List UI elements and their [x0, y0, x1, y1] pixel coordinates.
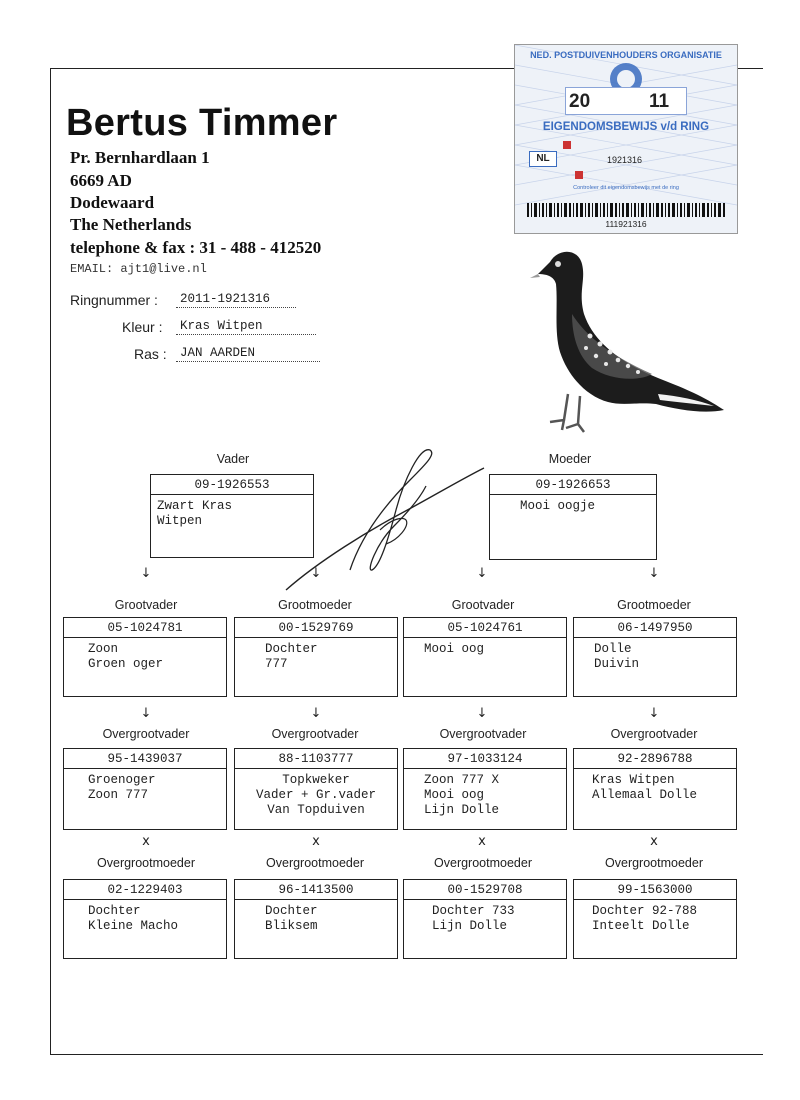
ring-number: 00-1529708 — [404, 880, 566, 900]
ring-card-year-right: 11 — [649, 91, 670, 112]
barcode — [527, 203, 725, 217]
description: Mooi oog — [424, 642, 485, 656]
great-grandmother-label-3: Overgrootmoeder — [434, 856, 532, 870]
pedigree-box-great-grandmother-2 — [234, 879, 398, 959]
great-grandfather-label-3: Overgrootvader — [439, 727, 527, 741]
cross-icon: x — [478, 834, 486, 849]
arrow-down-icon: ↓ — [648, 566, 660, 581]
arrow-down-icon: ↓ — [310, 566, 322, 581]
pedigree-box-great-grandfather-2 — [234, 748, 398, 830]
description: Dochter 92-788 Inteelt Dolle — [592, 904, 698, 933]
ring-number: 09-1926553 — [151, 475, 313, 495]
ring-number: 09-1926653 — [490, 475, 656, 495]
cross-icon: x — [650, 834, 658, 849]
pedigree-box-vader — [150, 474, 314, 558]
field-value-kleur: Kras Witpen — [176, 319, 316, 335]
pedigree-box-great-grandmother-4 — [573, 879, 737, 959]
ring-number: 06-1497950 — [574, 618, 736, 638]
description: Zoon 777 X Mooi oog Lijn Dolle — [424, 773, 500, 817]
grandparent-label-1: Grootvader — [114, 598, 178, 612]
cross-icon: x — [142, 834, 150, 849]
pedigree-box-moeder — [489, 474, 657, 560]
owner-name: Bertus Timmer — [66, 102, 338, 144]
ring-number: 05-1024761 — [404, 618, 566, 638]
arrow-down-icon: ↓ — [476, 706, 488, 721]
arrow-down-icon: ↓ — [310, 706, 322, 721]
ring-number: 97-1033124 — [404, 749, 566, 769]
pedigree-box-great-grandmother-1 — [63, 879, 227, 959]
ring-card-country: NL — [529, 151, 557, 167]
great-grandfather-label-2: Overgrootvader — [271, 727, 359, 741]
owner-street: Pr. Bernhardlaan 1 — [70, 148, 210, 167]
owner-phone: telephone & fax : 31 - 488 - 412520 — [70, 238, 322, 257]
grandparent-label-3: Grootvader — [451, 598, 515, 612]
description: Dochter 777 — [265, 642, 318, 671]
arrow-down-icon: ↓ — [140, 706, 152, 721]
cross-icon: x — [312, 834, 320, 849]
arrow-down-icon: ↓ — [648, 706, 660, 721]
ring-card-small-print: Controleer dit eigendomsbewijs met de ring — [573, 185, 679, 191]
pedigree-box-grandparent-3 — [403, 617, 567, 697]
great-grandfather-label-1: Overgrootvader — [102, 727, 190, 741]
ring-number: 02-1229403 — [64, 880, 226, 900]
great-grandmother-label-2: Overgrootmoeder — [266, 856, 364, 870]
description: Dolle Duivin — [594, 642, 640, 671]
pigeon-image — [528, 244, 728, 444]
description: Dochter Bliksem — [265, 904, 318, 933]
ring-card-year-left: 20 — [569, 91, 591, 112]
field-value-ringnummer: 2011-1921316 — [176, 292, 296, 308]
great-grandmother-label-4: Overgrootmoeder — [605, 856, 703, 870]
description: Topkweker Vader + Gr.vader Van Topduiven — [255, 773, 377, 817]
owner-email: EMAIL: ajt1@live.nl — [70, 262, 207, 276]
field-value-ras: JAN AARDEN — [176, 346, 320, 362]
owner-country: The Netherlands — [70, 215, 192, 234]
description: Dochter Kleine Macho — [88, 904, 179, 933]
ring-card-number: 1921316 — [607, 155, 643, 165]
ring-number: 95-1439037 — [64, 749, 226, 769]
pedigree-box-grandparent-1 — [63, 617, 227, 697]
owner-city: Dodewaard — [70, 193, 155, 212]
description: Dochter 733 Lijn Dolle — [432, 904, 515, 933]
grandparent-label-4: Grootmoeder — [617, 598, 691, 612]
field-label-kleur: Kleur : — [122, 319, 163, 335]
great-grandfather-label-4: Overgrootvader — [610, 727, 698, 741]
ring-number: 88-1103777 — [235, 749, 397, 769]
pedigree-box-grandparent-2 — [234, 617, 398, 697]
great-grandmother-label-1: Overgrootmoeder — [97, 856, 195, 870]
ring-number: 99-1563000 — [574, 880, 736, 900]
pedigree-box-great-grandfather-4 — [573, 748, 737, 830]
ring-number: 92-2896788 — [574, 749, 736, 769]
description: Groenoger Zoon 777 — [88, 773, 156, 802]
field-label-ringnummer: Ringnummer : — [70, 292, 158, 308]
pedigree-box-great-grandfather-3 — [403, 748, 567, 830]
parent-label-vader: Vader — [216, 452, 250, 466]
parent-label-moeder: Moeder — [548, 452, 592, 466]
arrow-down-icon: ↓ — [476, 566, 488, 581]
pedigree-box-great-grandfather-1 — [63, 748, 227, 830]
pedigree-box-great-grandmother-3 — [403, 879, 567, 959]
ring-ownership-card — [514, 44, 738, 234]
grandparent-label-2: Grootmoeder — [278, 598, 352, 612]
description: Zwart Kras Witpen — [157, 499, 233, 528]
ring-card-title: EIGENDOMSBEWIJS v/d RING — [542, 121, 710, 133]
field-label-ras: Ras : — [134, 346, 167, 362]
description: Kras Witpen Allemaal Dolle — [592, 773, 698, 802]
ring-number: 96-1413500 — [235, 880, 397, 900]
ring-card-organisation: NED. POSTDUIVENHOUDERS ORGANISATIE — [530, 50, 722, 60]
pedigree-box-grandparent-4 — [573, 617, 737, 697]
barcode-number: 111921316 — [605, 219, 647, 229]
ring-number: 05-1024781 — [64, 618, 226, 638]
arrow-down-icon: ↓ — [140, 566, 152, 581]
ring-number: 00-1529769 — [235, 618, 397, 638]
description: Zoon Groen oger — [88, 642, 164, 671]
description: Mooi oogje — [520, 499, 596, 513]
owner-postcode: 6669 AD — [70, 171, 132, 190]
